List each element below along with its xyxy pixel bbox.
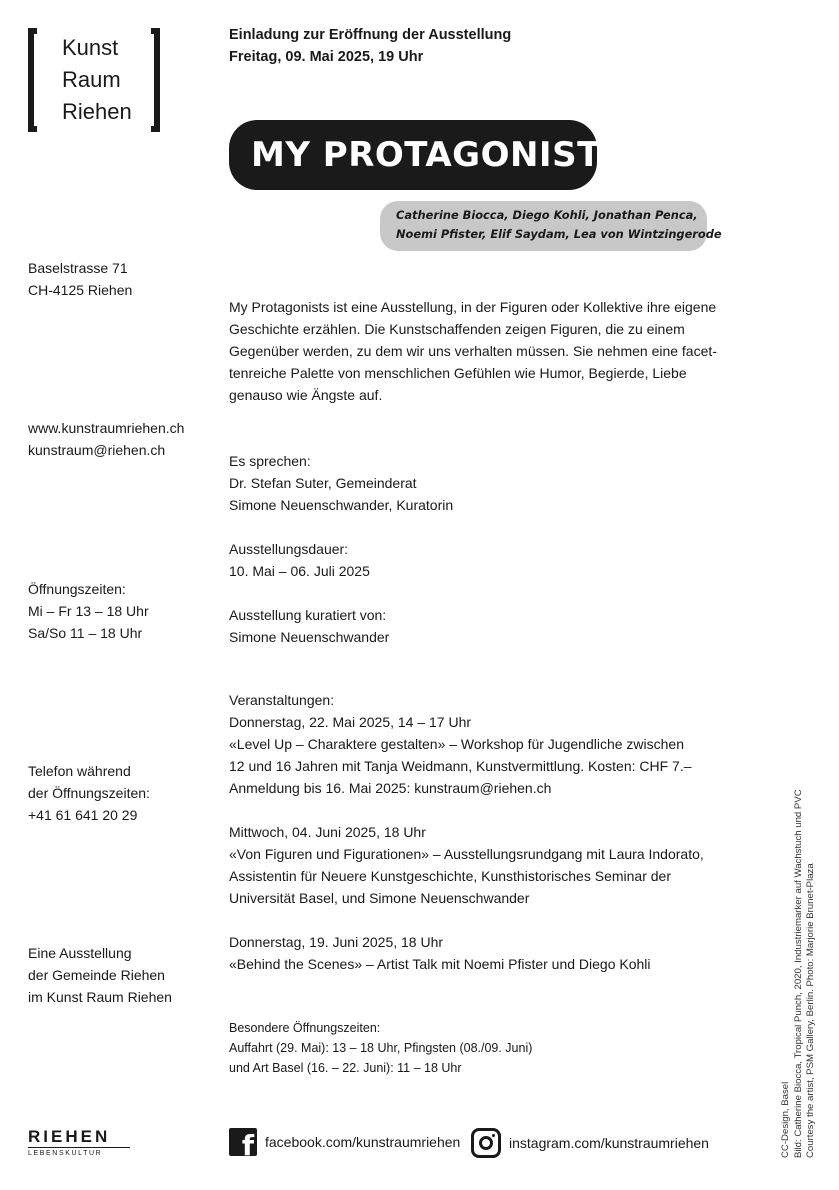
logo-left-bracket [28,28,37,132]
event-2-block [229,821,704,909]
riehen-lebenskultur-logo [28,1128,132,1158]
credit-block [28,942,172,1008]
phone-number[interactable]: +41 61 641 20 29 [28,807,138,823]
curator-name: Simone Neuenschwander [229,629,390,645]
phone-label-1: Telefon während [28,763,131,779]
events-block [229,689,692,799]
email-link[interactable]: kunstraum@riehen.ch [28,442,166,458]
phone-label-2: der Öffnungszeiten: [28,785,150,801]
facebook-url: facebook.com/kunstraumriehen [265,1134,461,1150]
artists-line-2: Noemi Pfister, Elif Saydam, Lea von Wintzingerode [396,227,722,241]
event-1-line: 12 und 16 Jahren mit Tanja Weidmann, Kunstvermittlung. Kosten: CHF 7.– [229,758,692,774]
facebook-link[interactable] [229,1128,460,1156]
event-2-line: Assistentin für Neuere Kunstgeschichte, Kunsthistorisches Seminar der [229,868,671,884]
logo-text [62,32,132,128]
speakers-block [229,450,453,516]
artists-banner [380,201,722,251]
logo-right-bracket [151,28,160,132]
instagram-icon [471,1128,501,1158]
intro-paragraph [229,296,717,406]
special-hours-line: Auffahrt (29. Mai): 13 – 18 Uhr, Pfingsten (08./09. Juni) [229,1041,533,1055]
speakers-heading: Es sprechen: [229,453,311,469]
artists-line-1: Catherine Biocca, Diego Kohli, Jonathan Penca, [396,208,698,222]
event-2-line: «Von Figuren und Figurationen» – Ausstellungsrundgang mit Laura Indorato, [229,846,704,862]
event-2-line: Universität Basel, und Simone Neuenschwander [229,890,530,906]
kunst-raum-riehen-logo [28,28,160,134]
event-3-line: «Behind the Scenes» – Artist Talk mit Noemi Pfister und Diego Kohli [229,956,651,972]
web-block [28,417,184,461]
logo-line-kunst: Kunst [62,35,119,60]
opening-hours-label: Öffnungszeiten: [28,581,126,597]
credit-line-2: der Gemeinde Riehen [28,967,165,983]
speaker-2: Simone Neuenschwander, Kuratorin [229,497,454,513]
opening-hours-block [28,578,149,644]
event-3-block [229,931,651,975]
riehen-wordmark: RIEHEN [28,1127,111,1146]
website-link[interactable]: www.kunstraumriehen.ch [28,420,185,436]
duration-heading: Ausstellungsdauer: [229,541,349,557]
event-1-line: Anmeldung bis 16. Mai 2025: kunstraum@riehen.ch [229,780,552,796]
design-credit: CC-Design, Basel [780,1081,791,1158]
curator-block [229,604,389,648]
riehen-tagline: LEBENSKULTUR [28,1150,103,1157]
invitation-heading: Einladung zur Eröffnung der Ausstellung [229,27,512,43]
duration-dates: 10. Mai – 06. Juli 2025 [229,563,370,579]
event-3-date: Donnerstag, 19. Juni 2025, 18 Uhr [229,934,444,950]
intro-line: My Protagonists ist eine Ausstellung, in der Figuren oder Kollektive ihre eigene [229,299,717,315]
exhibition-title: MY PROTAGONISTS [251,135,626,175]
event-2-date: Mittwoch, 04. Juni 2025, 18 Uhr [229,824,426,840]
event-1-line: «Level Up – Charaktere gestalten» – Workshop für Jugendliche zwischen [229,736,684,752]
special-hours-line: und Art Basel (16. – 22. Juni): 11 – 18 Uhr [229,1061,462,1075]
opening-hours-weekend: Sa/So 11 – 18 Uhr [28,625,143,641]
credit-line-1: Eine Ausstellung [28,945,132,961]
intro-line: Geschichte erzählen. Die Kunstschaffenden zeigen Figuren, die zu einem [229,321,685,337]
instagram-url: instagram.com/kunstraumriehen [509,1135,709,1151]
logo-line-raum: Raum [62,67,121,92]
events-heading: Veranstaltungen: [229,692,335,708]
logo-line-riehen: Riehen [62,99,132,124]
credit-line-3: im Kunst Raum Riehen [28,989,172,1005]
special-hours-heading: Besondere Öffnungszeiten: [229,1021,381,1035]
address-block [28,257,132,301]
phone-block [28,760,150,826]
intro-line: Gegenüber werden, zu dem wir uns verhalten müssen. Sie nehmen eine facet- [229,343,717,359]
speaker-1: Dr. Stefan Suter, Gemeinderat [229,475,417,491]
intro-line: genauso wie Ängste auf. [229,387,383,403]
opening-hours-weekdays: Mi – Fr 13 – 18 Uhr [28,603,149,619]
curator-heading: Ausstellung kuratiert von: [229,607,387,623]
address-street: Baselstrasse 71 [28,260,128,276]
image-credit: Bild: Catherine Biocca, Tropical Punch, 2020, Industriemarker auf Wachstuch und PVC [792,789,804,1158]
opening-date: Freitag, 09. Mai 2025, 19 Uhr [229,49,424,65]
facebook-icon: f [229,1128,257,1156]
address-city: CH-4125 Riehen [28,282,133,298]
duration-block [229,538,370,582]
riehen-logo-rule [28,1147,130,1148]
special-hours-block [229,1018,532,1078]
instagram-link[interactable] [471,1128,709,1158]
event-1-date: Donnerstag, 22. Mai 2025, 14 – 17 Uhr [229,714,472,730]
title-banner [229,120,626,190]
intro-line: tenreiche Palette von menschlichen Gefühlen wie Humor, Begierde, Liebe [229,365,687,381]
courtesy-credit: Courtesy the artist, PSM Gallery, Berlin. Photo: Marjorie Brunet-Plaza [805,863,816,1158]
